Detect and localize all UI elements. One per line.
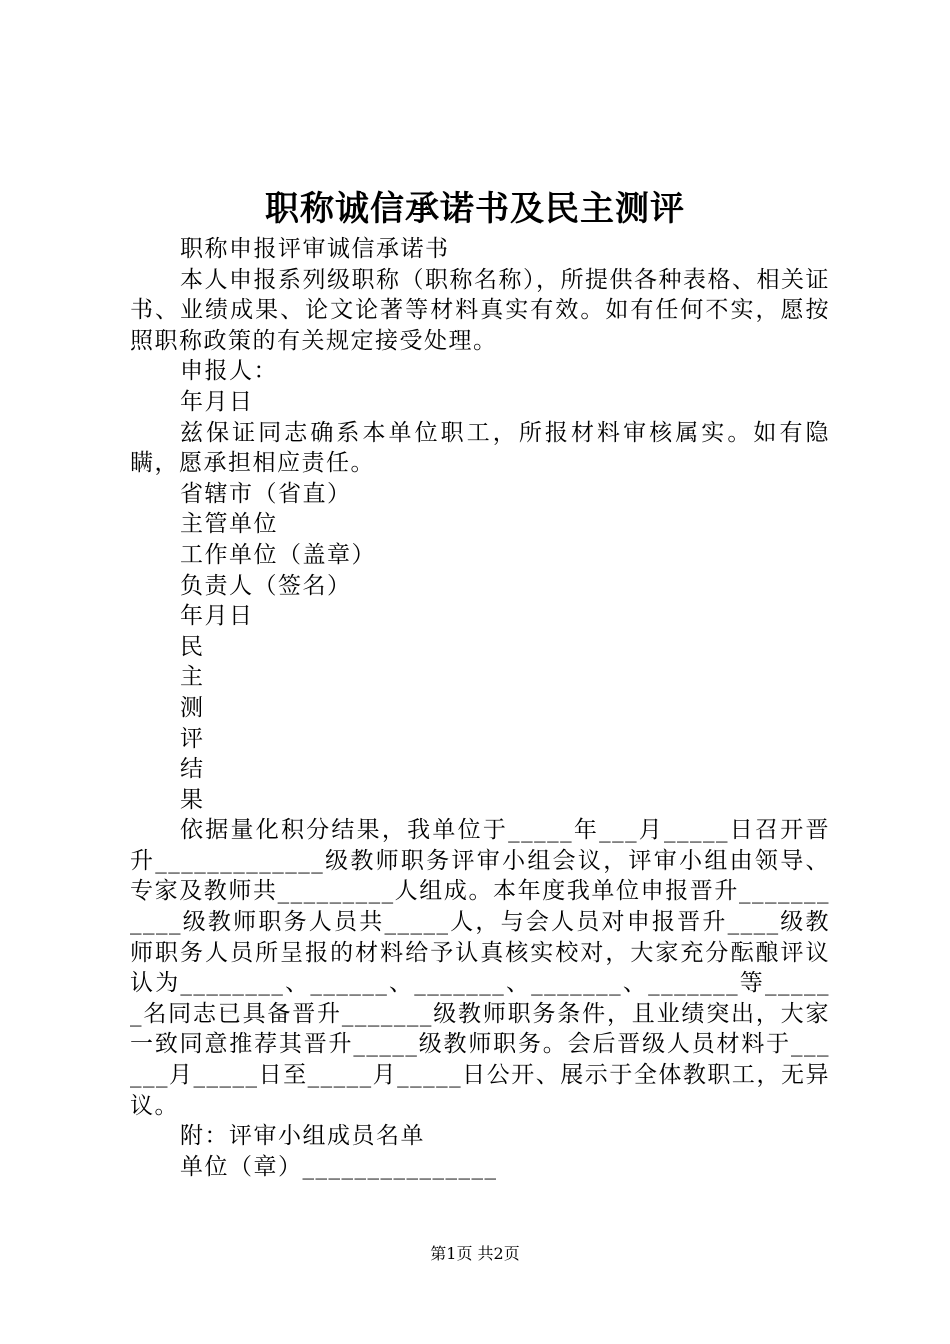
supervising-unit-line: 主管单位 [180, 511, 278, 538]
page-footer: 第1页 共2页 [430, 1244, 520, 1263]
vertical-heading-char: 民 [180, 633, 205, 660]
vertical-heading-char: 结 [180, 756, 205, 783]
applicant-signature-line: 申报人： [180, 358, 278, 385]
vertical-heading-char: 评 [180, 725, 205, 752]
vertical-heading-char: 测 [180, 694, 205, 721]
work-unit-seal-line: 工作单位（盖章） [180, 541, 376, 568]
unit-seal-line: 单位（章）_______________ [180, 1153, 498, 1180]
heading-commitment-letter: 职称申报评审诚信承诺书 [180, 236, 450, 262]
person-in-charge-line: 负责人（签名） [180, 572, 352, 599]
paragraph-commitment-statement: 本人申报系列级职称（职称名称），所提供各种表格、相关证书、业绩成果、论文论著等材料真实有效。如有任何不实，愿按照职称政策的有关规定接受处理。 [130, 266, 830, 354]
paragraph-unit-guarantee: 兹保证同志确系本单位职工，所报材料审核属实。如有隐瞒，愿承担相应责任。 [130, 419, 830, 477]
document-title: 职称诚信承诺书及民主测评 [265, 189, 685, 229]
vertical-heading-char: 果 [180, 786, 205, 813]
date-line: 年月日 [180, 388, 254, 415]
vertical-heading-char: 主 [180, 664, 205, 691]
attachment-line: 附：评审小组成员名单 [180, 1123, 425, 1150]
document-body [130, 234, 830, 1182]
date-line: 年月日 [180, 603, 254, 630]
city-line: 省辖市（省直） [180, 480, 352, 507]
paragraph-evaluation-result: 依据量化积分结果，我单位于_____年___月_____日召开晋升_____________级教师职务评审小组会议，评审小组由领导、专家及教师共_________人组成。本年度我单位申报晋升___________级教师职务人员共_____人，与会人员对申报晋升____级教师职务人员所呈报的材料给予认真核实校对，大家充分酝酿评议认为________、______、_______、_______、_______等______名同志已具备晋升_______级教师职务条件，且业绩突出，大家一致同意推荐其晋升_____级教师职务。会后晋级人员材料于______月_____日至_____月_____日公开、展示于全体教职工，无异议。 [130, 817, 830, 1119]
